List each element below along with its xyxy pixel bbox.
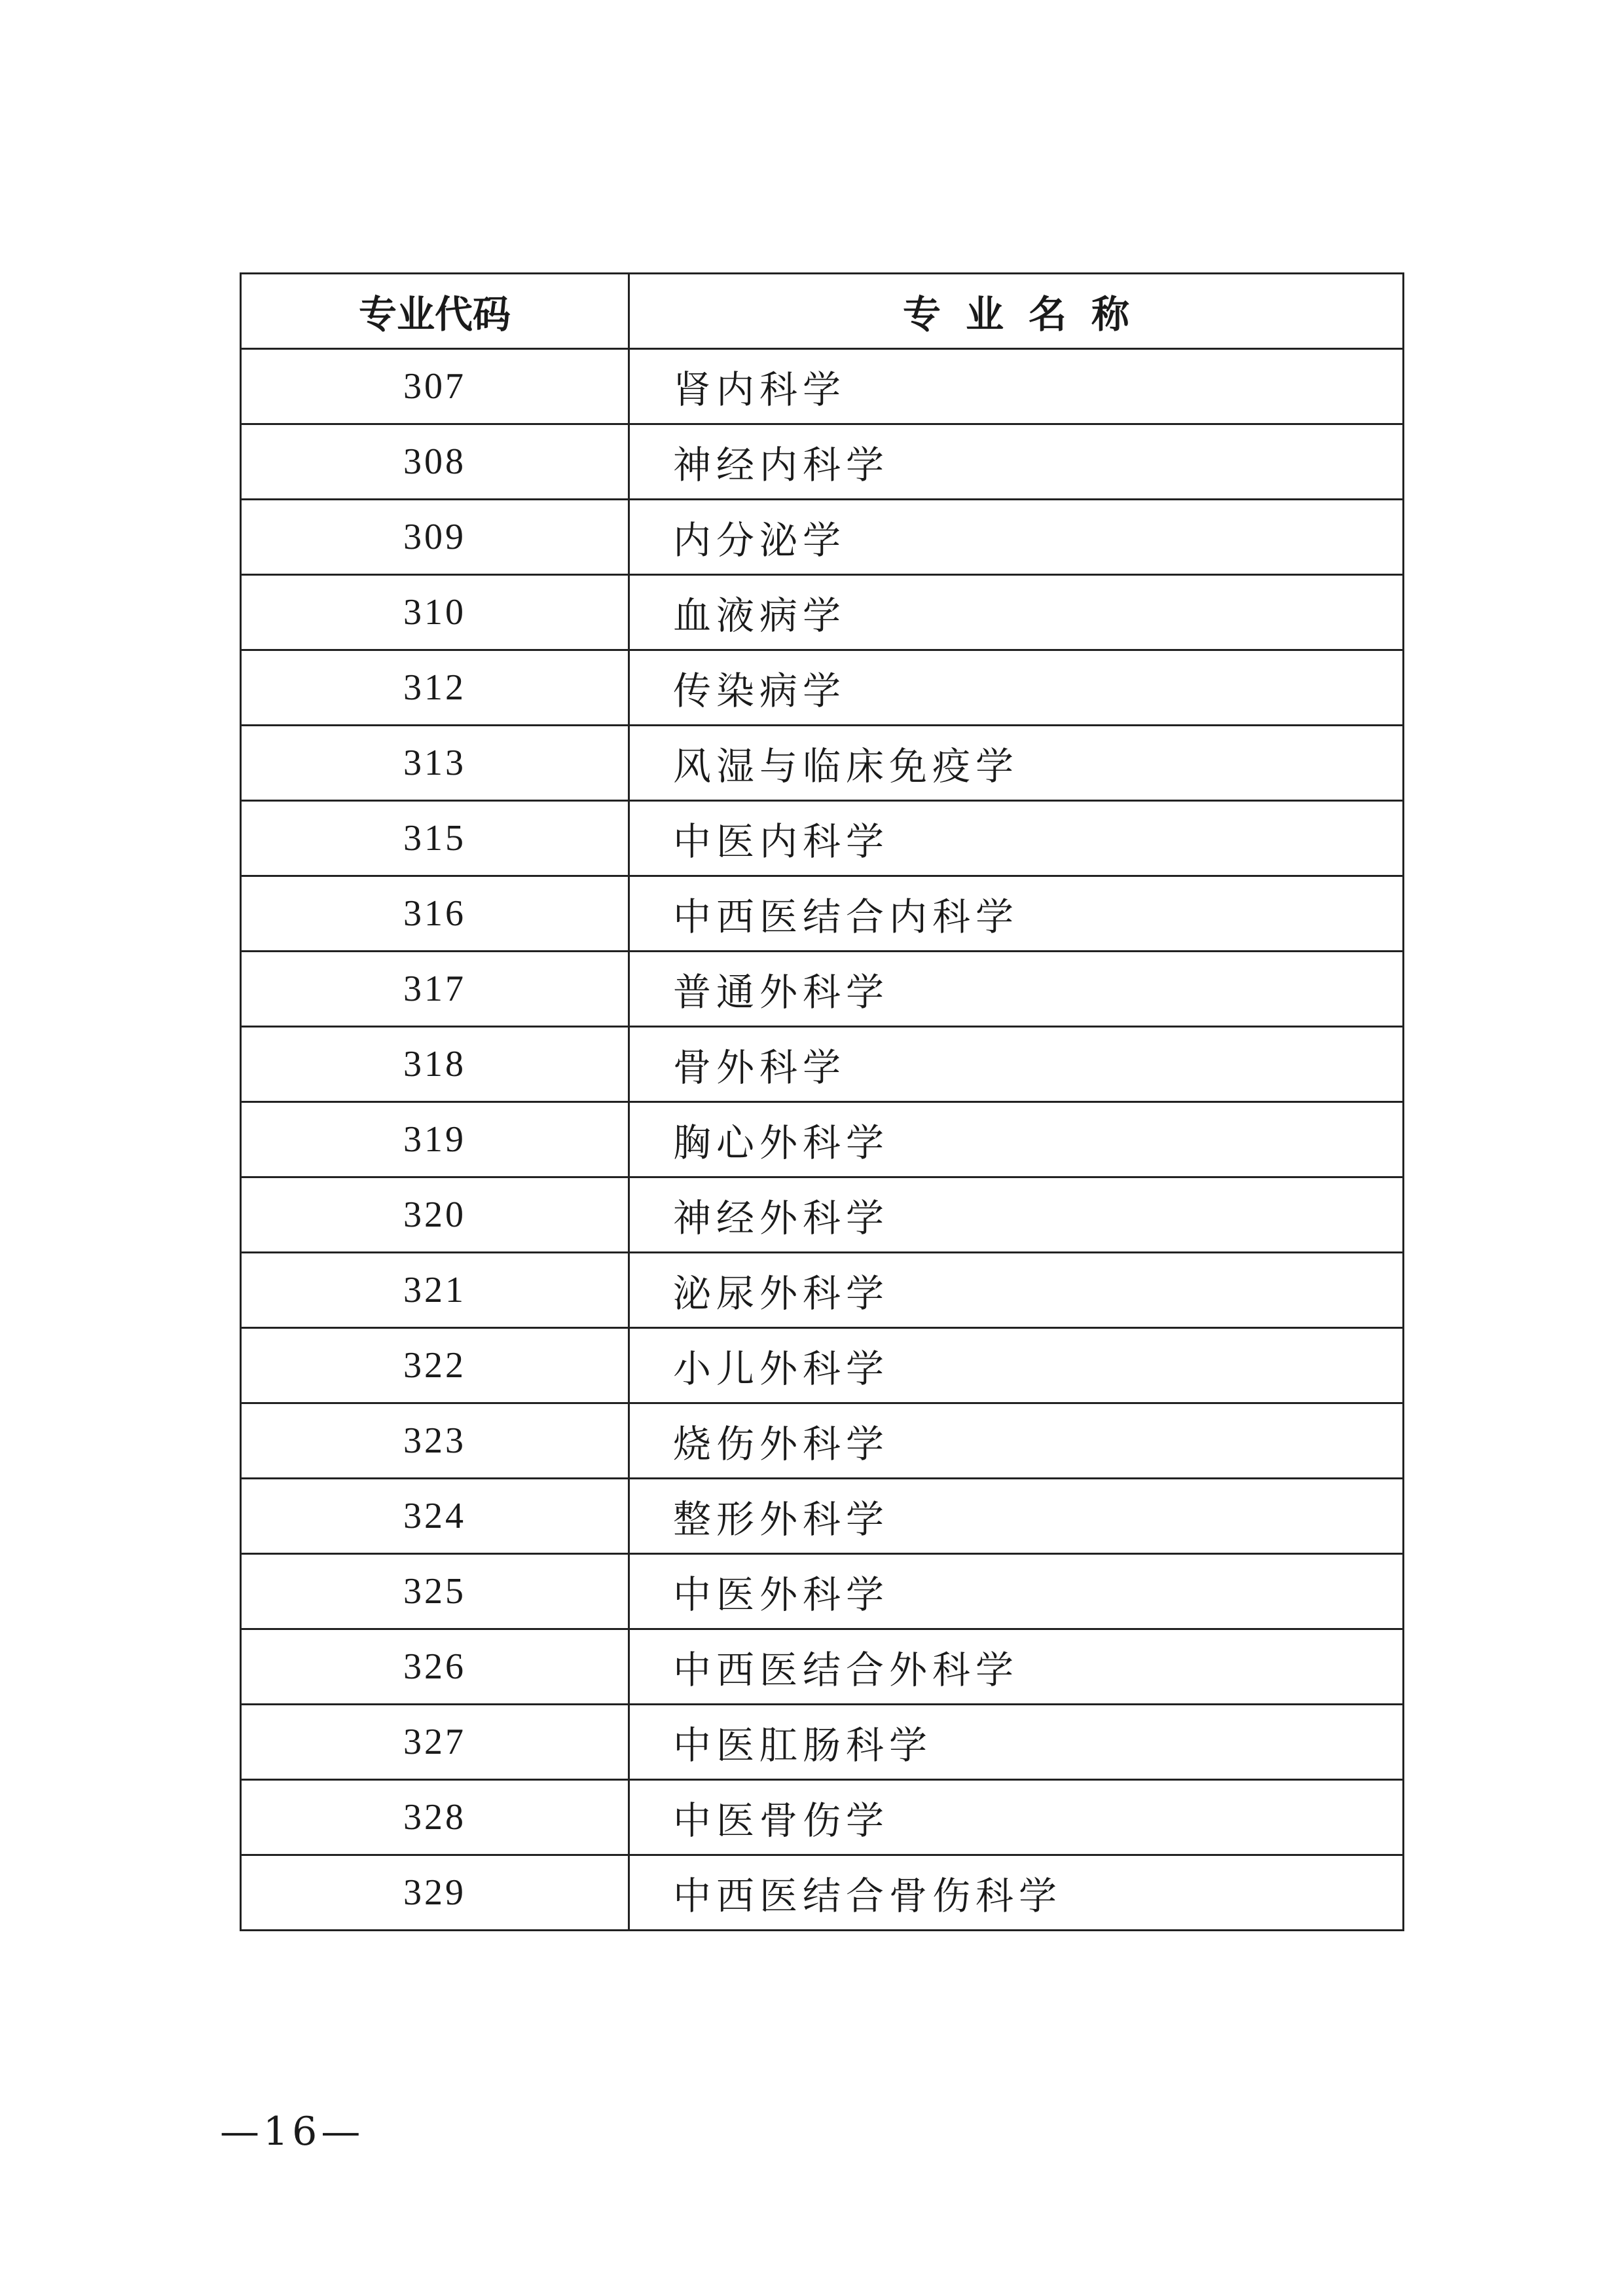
major-code: 329 xyxy=(241,1855,629,1931)
table-row xyxy=(241,424,1404,500)
table-row xyxy=(241,1780,1404,1855)
table-row xyxy=(241,1554,1404,1629)
major-name: 烧伤外科学 xyxy=(629,1403,1404,1479)
table-row xyxy=(241,1855,1404,1931)
table-row xyxy=(241,1253,1404,1328)
table-row xyxy=(241,801,1404,876)
header-code: 专业代码 xyxy=(241,274,629,349)
table-row xyxy=(241,1479,1404,1554)
page-number: —16— xyxy=(220,2109,365,2155)
major-name: 神经内科学 xyxy=(629,424,1404,500)
major-name: 中西医结合内科学 xyxy=(629,876,1404,952)
major-code: 319 xyxy=(241,1102,629,1177)
major-code: 322 xyxy=(241,1328,629,1403)
table-row xyxy=(241,1629,1404,1705)
table-row xyxy=(241,1328,1404,1403)
table-row xyxy=(241,1403,1404,1479)
major-code: 326 xyxy=(241,1629,629,1705)
table-row xyxy=(241,500,1404,575)
major-code: 309 xyxy=(241,500,629,575)
table-row xyxy=(241,726,1404,801)
major-code: 320 xyxy=(241,1177,629,1253)
major-code: 312 xyxy=(241,650,629,726)
major-name: 骨外科学 xyxy=(629,1027,1404,1102)
major-code: 315 xyxy=(241,801,629,876)
major-name: 中医外科学 xyxy=(629,1554,1404,1629)
major-name: 中西医结合外科学 xyxy=(629,1629,1404,1705)
table-row xyxy=(241,1177,1404,1253)
major-name: 传染病学 xyxy=(629,650,1404,726)
major-name: 普通外科学 xyxy=(629,952,1404,1027)
major-code: 325 xyxy=(241,1554,629,1629)
major-code: 313 xyxy=(241,726,629,801)
major-name: 风湿与临床免疫学 xyxy=(629,726,1404,801)
major-name: 神经外科学 xyxy=(629,1177,1404,1253)
table-row xyxy=(241,349,1404,424)
major-code: 318 xyxy=(241,1027,629,1102)
major-name: 泌尿外科学 xyxy=(629,1253,1404,1328)
major-name: 中医骨伤学 xyxy=(629,1780,1404,1855)
major-name: 血液病学 xyxy=(629,575,1404,650)
major-code: 328 xyxy=(241,1780,629,1855)
table-row xyxy=(241,952,1404,1027)
major-name: 中西医结合骨伤科学 xyxy=(629,1855,1404,1931)
major-name: 中医肛肠科学 xyxy=(629,1705,1404,1780)
major-code: 327 xyxy=(241,1705,629,1780)
major-code: 310 xyxy=(241,575,629,650)
major-name: 小儿外科学 xyxy=(629,1328,1404,1403)
table-row xyxy=(241,876,1404,952)
major-name: 内分泌学 xyxy=(629,500,1404,575)
major-code: 324 xyxy=(241,1479,629,1554)
header-name: 专业名称 xyxy=(629,274,1404,349)
table-row xyxy=(241,1102,1404,1177)
table-body xyxy=(241,349,1404,1931)
major-name: 整形外科学 xyxy=(629,1479,1404,1554)
major-code: 323 xyxy=(241,1403,629,1479)
majors-table xyxy=(240,272,1404,1931)
table-row xyxy=(241,650,1404,726)
major-code: 308 xyxy=(241,424,629,500)
table-row xyxy=(241,1027,1404,1102)
major-name: 肾内科学 xyxy=(629,349,1404,424)
table-row xyxy=(241,1705,1404,1780)
major-code: 316 xyxy=(241,876,629,952)
table-header-row xyxy=(241,274,1404,349)
major-code: 321 xyxy=(241,1253,629,1328)
table-row xyxy=(241,575,1404,650)
major-name: 中医内科学 xyxy=(629,801,1404,876)
major-name: 胸心外科学 xyxy=(629,1102,1404,1177)
major-code: 307 xyxy=(241,349,629,424)
major-code: 317 xyxy=(241,952,629,1027)
